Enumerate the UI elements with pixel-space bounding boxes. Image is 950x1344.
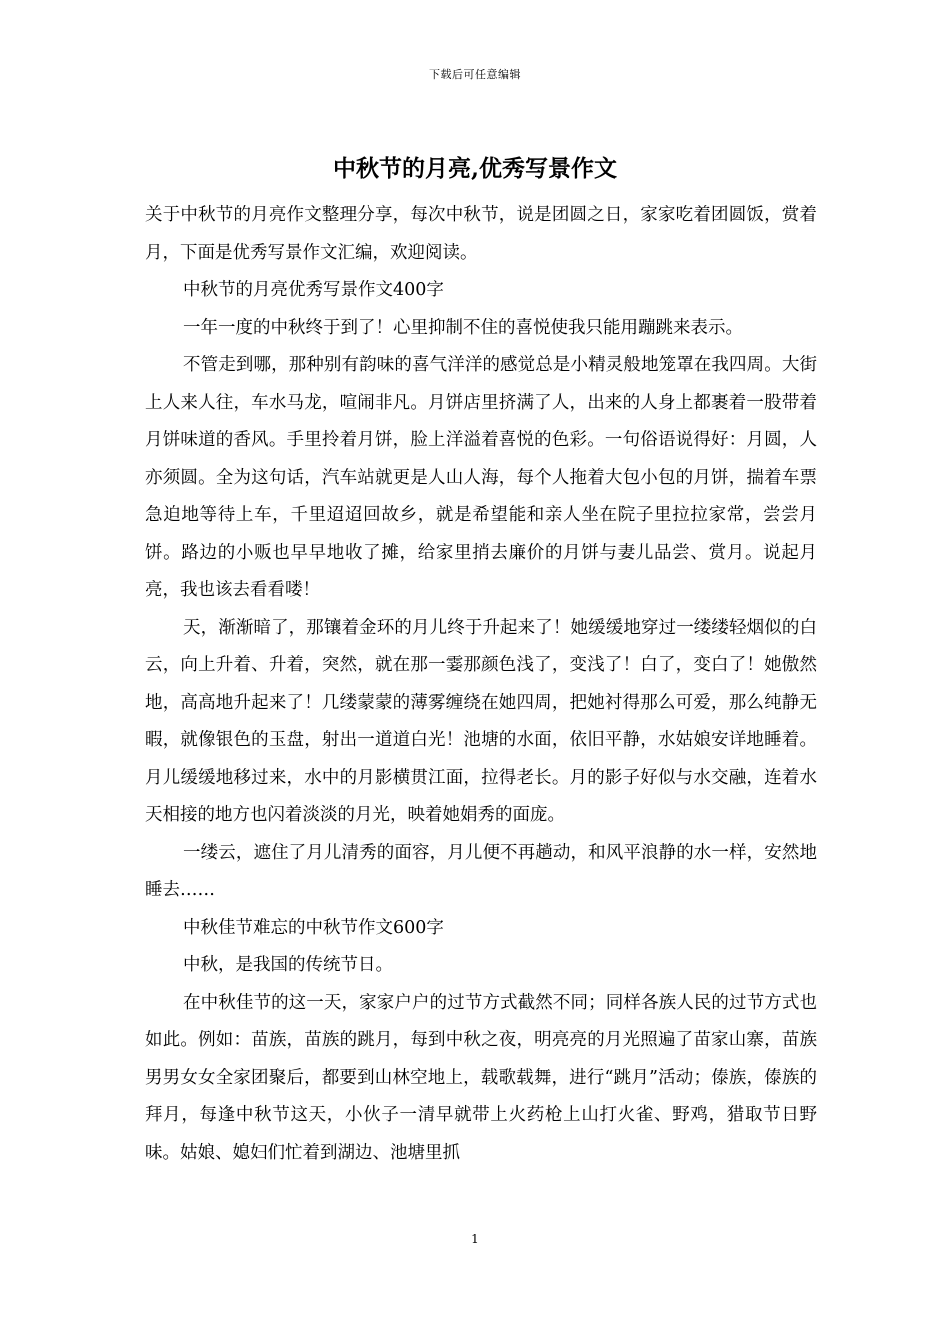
paragraph: 在中秋佳节的这一天，家家户户的过节方式截然不同；同样各族人民的过节方式也如此。例如：苗族，苗族的跳月，每到中秋之夜，明亮亮的月光照遍了苗家山寨，苗族男男女女全家团聚后，都要到山林空地上，载歌载舞，进行“跳月”活动；傣族，傣族的拜月，每逢中秋节这天，小伙子一清早就带上火药枪上山打火雀、野鸡，猎取节日野味。姑娘、媳妇们忙着到湖边、池塘里抓 bbox=[145, 992, 817, 1163]
section-heading-400: 中秋节的月亮优秀写景作文400字 bbox=[183, 280, 444, 300]
document-title: 中秋节的月亮,优秀写景作文 bbox=[332, 155, 617, 182]
section-heading-600: 中秋佳节难忘的中秋节作文600字 bbox=[183, 917, 444, 938]
paragraph: 不管走到哪，那种别有韵味的喜气洋洋的感觉总是小精灵般地笼罩在我四周。大街上人来人往，车水马龙，喧闹非凡。月饼店里挤满了人，出来的人身上都裹着一股带着月饼味道的香风。手里拎着月饼，脸上洋溢着喜悦的色彩。一句俗语说得好：月圆，人亦须圆。全为这句话，汽车站就更是人山人海，每个人拖着大包小包的月饼，揣着车票急迫地等待上车，千里迢迢回故乡，就是希望能和亲人坐在院子里拉拉家常，尝尝月饼。路边的小贩也早早地收了摊，给家里捎去廉价的月饼与妻儿品尝、赏月。说起月亮，我也该去看看喽！ bbox=[145, 355, 817, 600]
paragraph: 中秋，是我国的传统节日。 bbox=[183, 955, 393, 975]
page-number: 1 bbox=[471, 1232, 479, 1246]
header-note: 下载后可任意编辑 bbox=[429, 68, 521, 81]
paragraph: 一年一度的中秋终于到了！心里抑制不住的喜悦使我只能用蹦跳来表示。 bbox=[183, 317, 743, 338]
paragraph: 一缕云，遮住了月儿清秀的面容，月儿便不再趟动，和风平浪静的水一样，安然地睡去…… bbox=[145, 842, 817, 900]
paragraph: 天，渐渐暗了，那镶着金环的月儿终于升起来了！她缓缓地穿过一缕缕轻烟似的白云，向上升着、升着，突然，就在那一霎那颜色浅了，变浅了！白了，变白了！她傲然地，高高地升起来了！几缕蒙蒙的薄雾缠绕在她四周，把她衬得那么可爱，那么纯静无暇，就像银色的玉盘，射出一道道白光！池塘的水面，依旧平静，水姑娘安详地睡着。月儿缓缓地移过来，水中的月影横贯江面，拉得老长。月的影子好似与水交融，连着水天相接的地方也闪着淡淡的月光，映着她娟秀的面庞。 bbox=[145, 617, 817, 825]
document-body bbox=[145, 197, 817, 1172]
paragraph-intro: 关于中秋节的月亮作文整理分享，每次中秋节，说是团圆之日，家家吃着团圆饭，赏着月，下面是优秀写景作文汇编，欢迎阅读。 bbox=[145, 205, 817, 263]
